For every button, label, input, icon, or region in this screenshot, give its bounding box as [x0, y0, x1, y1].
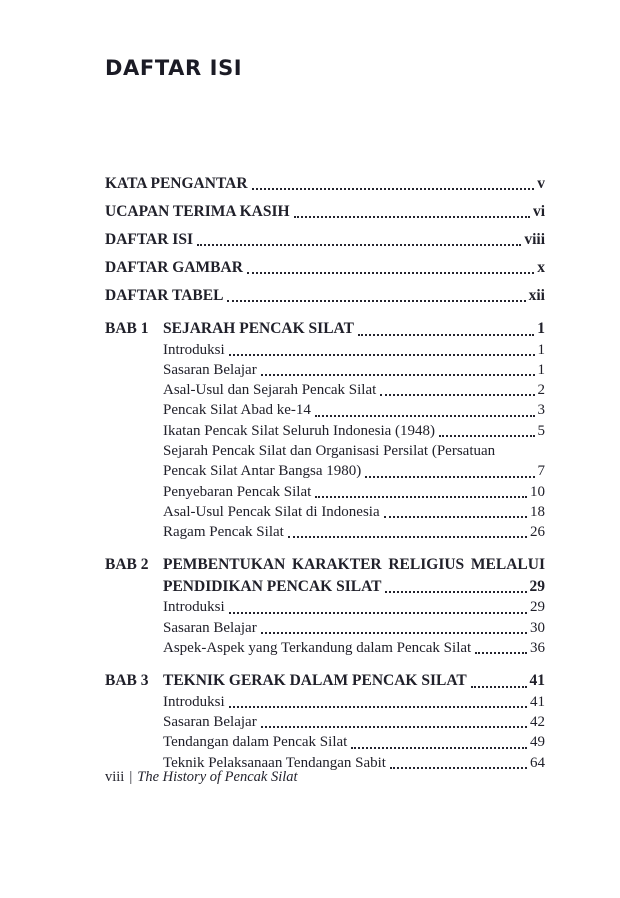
- toc-entry-row: [163, 400, 545, 420]
- front-matter-label: UCAPAN TERIMA KASIH: [105, 203, 290, 220]
- page-number: 1: [537, 320, 545, 337]
- chapter-body: [163, 554, 545, 658]
- toc-list: [105, 174, 545, 773]
- page-title: DAFTAR ISI: [105, 56, 243, 80]
- chapter-title: [163, 318, 545, 340]
- toc-entry-label: Introduksi: [163, 693, 225, 710]
- chapter-section: [105, 318, 545, 542]
- chapter-body: [163, 318, 545, 542]
- toc-entry-label: Ragam Pencak Silat: [163, 524, 284, 541]
- toc-entry-row: [163, 692, 545, 712]
- dot-leader: [261, 726, 527, 728]
- toc-entry-row: [163, 502, 545, 522]
- toc-entry-row: [163, 482, 545, 502]
- dot-leader: [261, 632, 527, 634]
- chapter-section: [105, 554, 545, 658]
- chapter-list: [105, 318, 545, 773]
- toc-entry-label: Sasaran Belajar: [163, 619, 257, 636]
- dot-leader: [315, 496, 527, 498]
- chapter-body: [163, 670, 545, 773]
- front-matter-row: [105, 174, 545, 194]
- chapter-entries: [163, 340, 545, 543]
- page-number: 64: [530, 754, 545, 771]
- page-number: 29: [529, 577, 545, 595]
- page-number: 1: [537, 341, 545, 358]
- toc-entry-label: SEJARAH PENCAK SILAT: [163, 320, 354, 337]
- page-footer: [105, 769, 298, 786]
- page-number: 26: [530, 524, 545, 541]
- page-number: 18: [530, 503, 545, 520]
- toc-entry-label: Sasaran Belajar: [163, 714, 257, 731]
- toc-entry-label: Penyebaran Pencak Silat: [163, 483, 312, 500]
- page-number: 41: [529, 672, 545, 690]
- toc-entry-label: Sasaran Belajar: [163, 361, 257, 378]
- dot-leader: [475, 652, 527, 654]
- page-number: 42: [530, 714, 545, 731]
- toc-entry-row: [163, 712, 545, 732]
- footer-book-title: The History of Pencak Silat: [137, 769, 298, 785]
- dot-leader: [351, 747, 527, 749]
- page-number: 3: [537, 402, 545, 419]
- chapter-title: [163, 554, 545, 597]
- chapter-number: BAB 2: [105, 556, 149, 574]
- chapter-title-row: [163, 670, 545, 692]
- toc-entry-line: Sejarah Pencak Silat dan Organisasi Persilat (Persatuan: [163, 442, 496, 459]
- dot-leader: [365, 476, 534, 478]
- chapter-entries: [163, 692, 545, 773]
- page-number: x: [537, 259, 545, 276]
- footer-page-number: viii: [105, 769, 125, 785]
- front-matter-row: [105, 258, 545, 278]
- toc-entry-label: Asal-Usul Pencak Silat di Indonesia: [163, 503, 380, 520]
- chapter-section: [105, 670, 545, 773]
- toc-entry-label: Introduksi: [163, 341, 225, 358]
- page-number: v: [537, 175, 545, 192]
- front-matter-label: DAFTAR GAMBAR: [105, 259, 243, 276]
- page-number: 29: [530, 599, 545, 616]
- toc-entry-label: PENDIDIKAN PENCAK SILAT: [163, 577, 382, 595]
- dot-leader: [197, 244, 521, 246]
- dot-leader: [294, 216, 530, 218]
- page-number: vi: [532, 203, 545, 220]
- chapter-number: BAB 3: [105, 672, 149, 690]
- toc-entry-label: Ikatan Pencak Silat Seluruh Indonesia (1948): [163, 422, 436, 439]
- chapter-title-row: [163, 318, 545, 340]
- toc-entry-row: [163, 618, 545, 638]
- dot-leader: [384, 516, 527, 518]
- dot-leader: [261, 374, 535, 376]
- toc-entry-row: [163, 638, 545, 658]
- front-matter-label: DAFTAR ISI: [105, 231, 193, 248]
- page-number: 7: [537, 463, 545, 480]
- dot-leader: [252, 188, 535, 190]
- toc-entry-label: Teknik Pelaksanaan Tendangan Sabit: [163, 754, 386, 771]
- page-number: 2: [537, 382, 545, 399]
- page-number: 30: [530, 619, 545, 636]
- dot-leader: [229, 612, 527, 614]
- dot-leader: [288, 536, 527, 538]
- dot-leader: [471, 686, 527, 688]
- front-matter-list: [105, 174, 545, 306]
- dot-leader: [380, 394, 534, 396]
- front-matter-label: KATA PENGANTAR: [105, 175, 248, 192]
- front-matter-label: DAFTAR TABEL: [105, 287, 224, 304]
- dot-leader: [229, 354, 535, 356]
- toc-entry-row: [163, 380, 545, 400]
- page-number: xii: [528, 287, 545, 304]
- footer-separator: |: [129, 769, 133, 785]
- page-number: 10: [530, 483, 545, 500]
- chapter-title: [163, 670, 545, 692]
- toc-entry-row: [163, 732, 545, 752]
- dot-leader: [247, 272, 534, 274]
- dot-leader: [439, 435, 534, 437]
- page-number: 41: [530, 693, 545, 710]
- chapter-title-row: [163, 576, 545, 598]
- front-matter-row: [105, 230, 545, 250]
- toc-entry-label: Aspek-Aspek yang Terkandung dalam Pencak Silat: [163, 640, 472, 657]
- toc-entry-row: [163, 360, 545, 380]
- front-matter-row: [105, 286, 545, 306]
- toc-entry-row: [163, 340, 545, 360]
- toc-entry-row: [163, 421, 545, 441]
- page-number: 1: [537, 361, 545, 378]
- dot-leader: [315, 415, 535, 417]
- toc-entry-row: [163, 597, 545, 617]
- dot-leader: [390, 767, 527, 769]
- dot-leader: [385, 591, 526, 593]
- page-number: 36: [530, 640, 545, 657]
- chapter-number: BAB 1: [105, 320, 149, 337]
- toc-entry-label: Pencak Silat Abad ke-14: [163, 402, 311, 419]
- toc-entry-label: TEKNIK GERAK DALAM PENCAK SILAT: [163, 672, 467, 690]
- toc-entry-label: Pencak Silat Antar Bangsa 1980): [163, 463, 362, 480]
- page-number: 5: [537, 422, 545, 439]
- toc-entry-label: Introduksi: [163, 599, 225, 616]
- toc-entry-row: [163, 522, 545, 542]
- dot-leader: [358, 334, 534, 336]
- front-matter-row: [105, 202, 545, 222]
- toc-entry-label: Asal-Usul dan Sejarah Pencak Silat: [163, 382, 377, 399]
- chapter-entries: [163, 597, 545, 658]
- dot-leader: [227, 300, 525, 302]
- toc-entry-label: Tendangan dalam Pencak Silat: [163, 734, 348, 751]
- chapter-title-line: PEMBENTUKAN KARAKTER RELIGIUS MELALUI: [163, 556, 545, 574]
- toc-entry-row: [163, 461, 545, 481]
- page-number: 49: [530, 734, 545, 751]
- dot-leader: [229, 706, 527, 708]
- page-number: viii: [524, 231, 545, 248]
